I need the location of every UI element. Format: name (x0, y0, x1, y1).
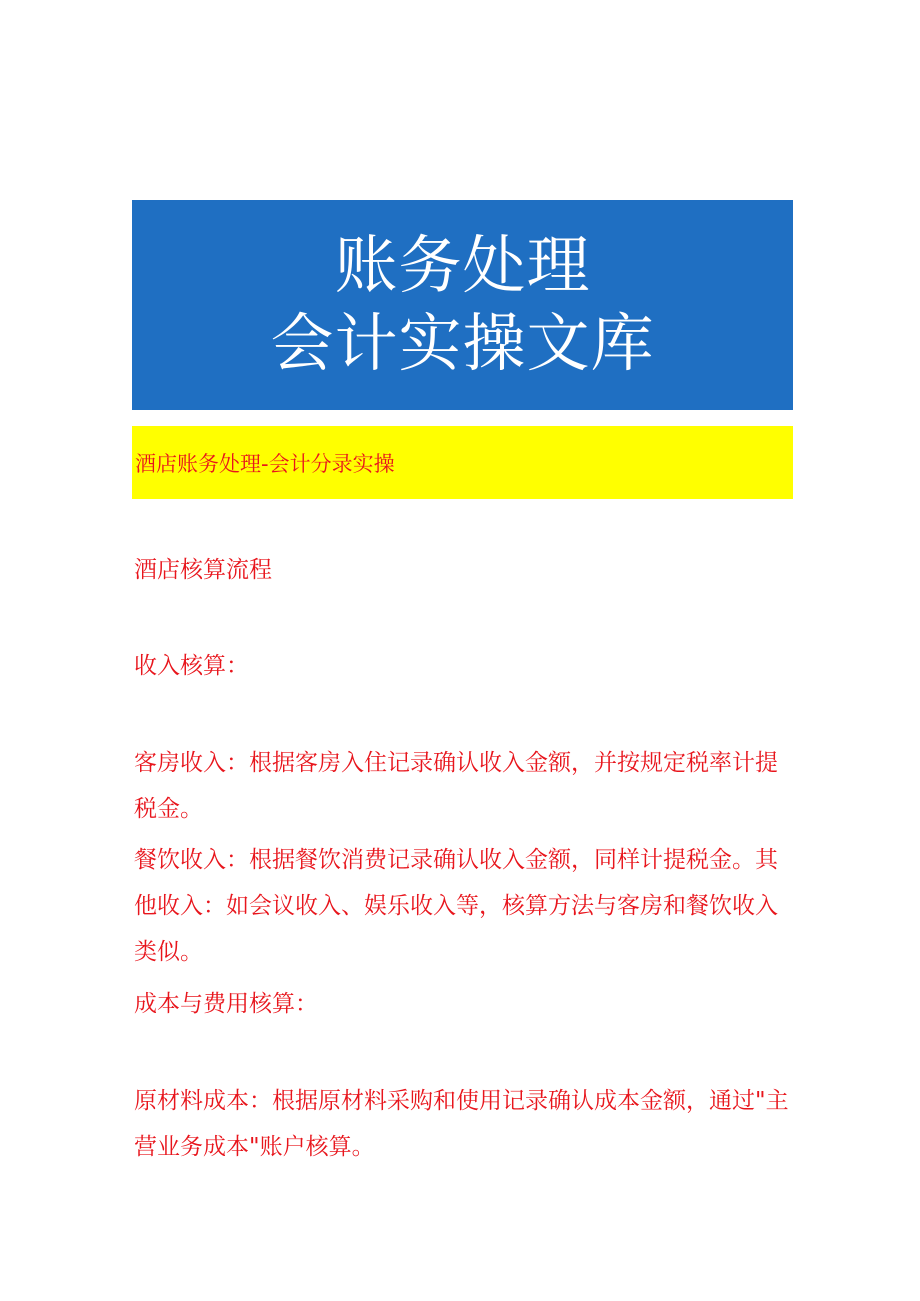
heading-revenue-accounting: 收入核算： (134, 653, 249, 679)
document-subtitle: 酒店账务处理-会计分录实操 (135, 451, 395, 476)
heading-cost-and-expense: 成本与费用核算： (134, 991, 318, 1017)
paragraph-food-and-other-revenue: 餐饮收入：根据餐饮消费记录确认收入金额，同样计提税金。其他收入：如会议收入、娱乐收入等，核算方法与客房和餐饮收入类似。 (134, 847, 778, 965)
paragraph-material-cost: 原材料成本：根据原材料采购和使用记录确认成本金额，通过"主营业务成本"账户核算。 (134, 1088, 789, 1160)
banner-title-line-1: 账务处理 (334, 229, 591, 302)
subtitle-bar (132, 426, 793, 499)
banner-title-line-2: 会计实操文库 (270, 307, 655, 380)
title-banner (132, 200, 793, 410)
paragraph-room-revenue: 客房收入：根据客房入住记录确认收入金额，并按规定税率计提税金。 (134, 750, 778, 822)
heading-accounting-flow: 酒店核算流程 (134, 557, 272, 583)
